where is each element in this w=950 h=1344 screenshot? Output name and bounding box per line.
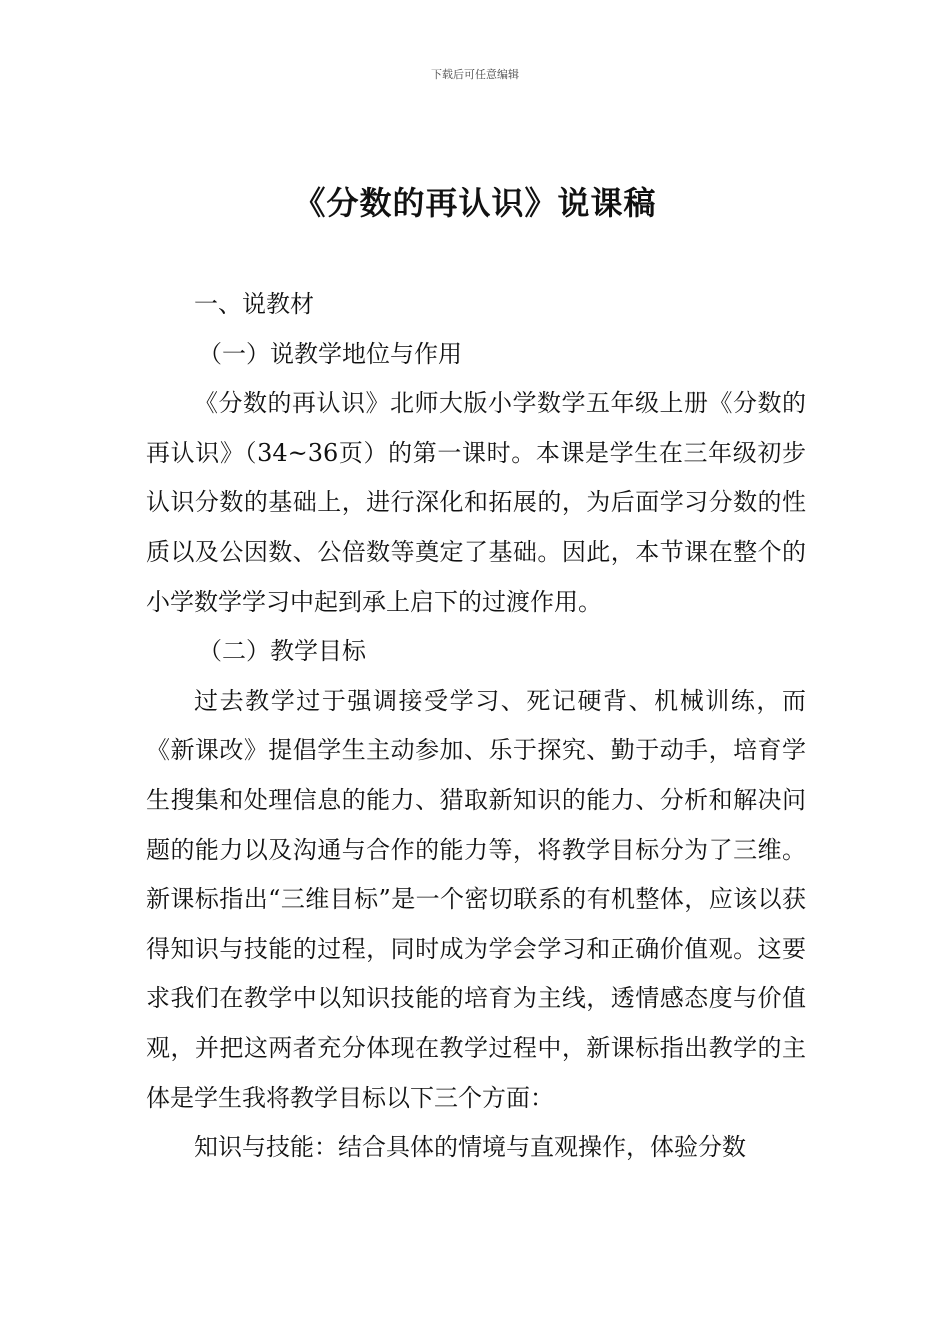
paragraph-knowledge-skills: 知识与技能：结合具体的情境与直观操作，体验分数 [194, 1133, 746, 1162]
subsection-heading-position-role: （一）说教学地位与作用 [198, 339, 462, 368]
section-heading-teaching-material: 一、说教材 [194, 290, 314, 318]
subsection-heading-teaching-goals: （二）教学目标 [198, 637, 366, 666]
document-body [146, 280, 806, 1173]
paragraph-teaching-goals: 过去教学过于强调接受学习、死记硬背、机械训练，而《新课改》提倡学生主动参加、乐于探究、勤于动手，培育学生搜集和处理信息的能力、猎取新知识的能力、分析和解决问题的能力以及沟通与合作的能力等，将教学目标分为了三维。新课标指出“三维目标”是一个密切联系的有机整体，应该以获得知识与技能的过程，同时成为学会学习和正确价值观。这要求我们在教学中以知识技能的培育为主线，透情感态度与价值观，并把这两者充分体现在教学过程中，新课标指出教学的主体是学生我将教学目标以下三个方面： [146, 686, 806, 1112]
page-header: 下载后可任意编辑 [431, 68, 519, 81]
document-title: 《分数的再认识》说课稿 [293, 184, 657, 222]
paragraph-position-role: 《分数的再认识》北师大版小学数学五年级上册《分数的再认识》（34~36页）的第一课时。本课是学生在三年级初步认识分数的基础上，进行深化和拓展的，为后面学习分数的性质以及公因数、公倍数等奠定了基础。因此，本节课在整个的小学数学学习中起到承上启下的过渡作用。 [146, 389, 806, 616]
